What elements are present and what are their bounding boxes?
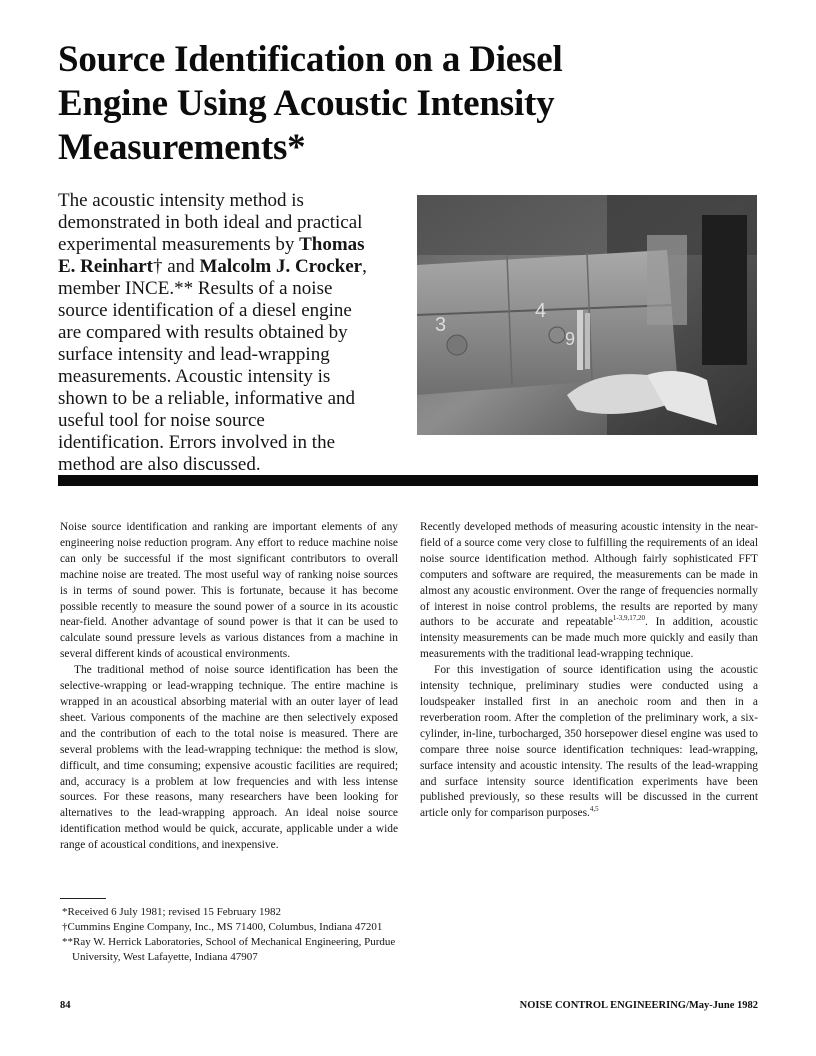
author-name: E. Reinhart (58, 256, 153, 277)
abstract-line: source identification of a diesel engine (58, 300, 352, 321)
title-line: Source Identification on a Diesel (58, 39, 563, 80)
abstract-line: are compared with results obtained by (58, 322, 348, 343)
title-line: Measurements* (58, 127, 306, 168)
abstract-line: useful tool for noise source (58, 410, 265, 431)
body-text: For this investigation of source identification using the acoustic intensity technique, preliminary studies were conducted using a loudspeaker installed first in an anechoic room and then in a reverberation room. After the completion of the preliminary work, a six-cylinder, in-line, turbocharged, 350 horsepower diesel engine was used to compare three noise source identification techniques: lead-wrapping, surface intensity and acoustic intensity. The results of the lead-wrapping and surface intensity source identification experiments have been published previously, so these results will be discussed in the current article only for comparison purposes. (420, 664, 758, 820)
abstract-line: shown to be a reliable, informative and (58, 388, 356, 409)
abstract-text: experimental measurements by (58, 234, 300, 255)
engine-photo-graphic (417, 195, 757, 435)
engine-photo (417, 195, 757, 435)
dagger-mark: † (153, 256, 163, 277)
abstract-line: identification. Errors involved in the (58, 432, 336, 453)
footnotes (60, 905, 398, 965)
author-name: Malcolm J. Crocker (199, 256, 363, 277)
body-column-left (60, 520, 398, 854)
photo-label: 3 (435, 314, 447, 336)
body-text: . In addition, acoustic intensity measurements can be made much more quickly and easily than measurements with the traditional lead-wrapping technique. (420, 616, 758, 661)
abstract-line: The acoustic intensity method is (58, 190, 304, 211)
footnote: **Ray W. Herrick Laboratories, School of Mechanical Engineering, Purdue University, West Lafayette, Indiana 47907 (62, 936, 396, 963)
body-paragraph (420, 520, 758, 663)
abstract-line: surface intensity and lead-wrapping (58, 344, 330, 365)
page-number: 84 (60, 1000, 71, 1011)
article-title (58, 38, 778, 170)
body-paragraph: The traditional method of noise source identification has been the selective-wrapping or lead-wrapping technique. The entire machine is wrapped in an acoustical absorbing material with an outer layer of lead sheet. Various components of the machine are then selectively exposed and the contribution of each to the total noise is measured. There are several problems with the lead-wrapping technique: the method is slow, difficult, and time consuming; expensive acoustic facilities are required; and, accuracy is a problem at low frequencies and with less intense sources. For these reasons, many researchers have been looking for alternatives to the lead-wrapping approach. An ideal noise source identification method would be quick, accurate, applicable under a wide range of acoustical conditions, and inexpensive. (60, 664, 398, 852)
citation: 4,5 (589, 805, 599, 814)
title-line: Engine Using Acoustic Intensity (58, 83, 555, 124)
photo-label: 9 (565, 329, 576, 349)
abstract (58, 190, 408, 476)
body-text: Recently developed methods of measuring acoustic intensity in the near-field of a source come very close to fulfilling the requirements of an ideal noise source identification method. Although fairly sophisticated FFT computers and software are required, the measurements can be made in almost any acoustic environment. Over the range of frequencies normally of interest in noise control problems, the results are reported by many authors to be accurate and repeatable (420, 521, 758, 629)
body-paragraph (420, 663, 758, 822)
citation: 1-3,9,17,20 (612, 614, 645, 623)
abstract-text: and (162, 256, 200, 277)
journal-footer: NOISE CONTROL ENGINEERING/May-June 1982 (519, 1000, 758, 1011)
abstract-line: method are also discussed. (58, 454, 261, 475)
footnote: †Cummins Engine Company, Inc., MS 71400, Columbus, Indiana 47201 (62, 921, 383, 933)
abstract-line (58, 256, 408, 278)
footnote: *Received 6 July 1981; revised 15 February 1982 (62, 906, 282, 918)
abstract-line (58, 234, 408, 256)
photo-label: 4 (535, 300, 547, 322)
author-name: Thomas (299, 234, 365, 255)
abstract-text: , (362, 256, 367, 277)
footnote-rule (60, 898, 106, 899)
abstract-line: member INCE.** Results of a noise (58, 278, 333, 299)
abstract-line: demonstrated in both ideal and practical (58, 212, 363, 233)
body-paragraph: Noise source identification and ranking are important elements of any engineering noise reduction program. Any effort to reduce machine noise can only be successful if the most significant contributors to overall machine noise are treated. The most useful way of ranking noise sources is in terms of sound power. This is fortunate, because it has become possible recently to measure the sound power of a source in its acoustic near-field. Another advantage of sound power is that it can be used to calculate sound pressure levels as various distances from a machine in several different kinds of acoustical environments. (60, 521, 398, 661)
abstract-line: measurements. Acoustic intensity is (58, 366, 331, 387)
body-column-right (420, 520, 758, 822)
section-rule (58, 475, 758, 486)
